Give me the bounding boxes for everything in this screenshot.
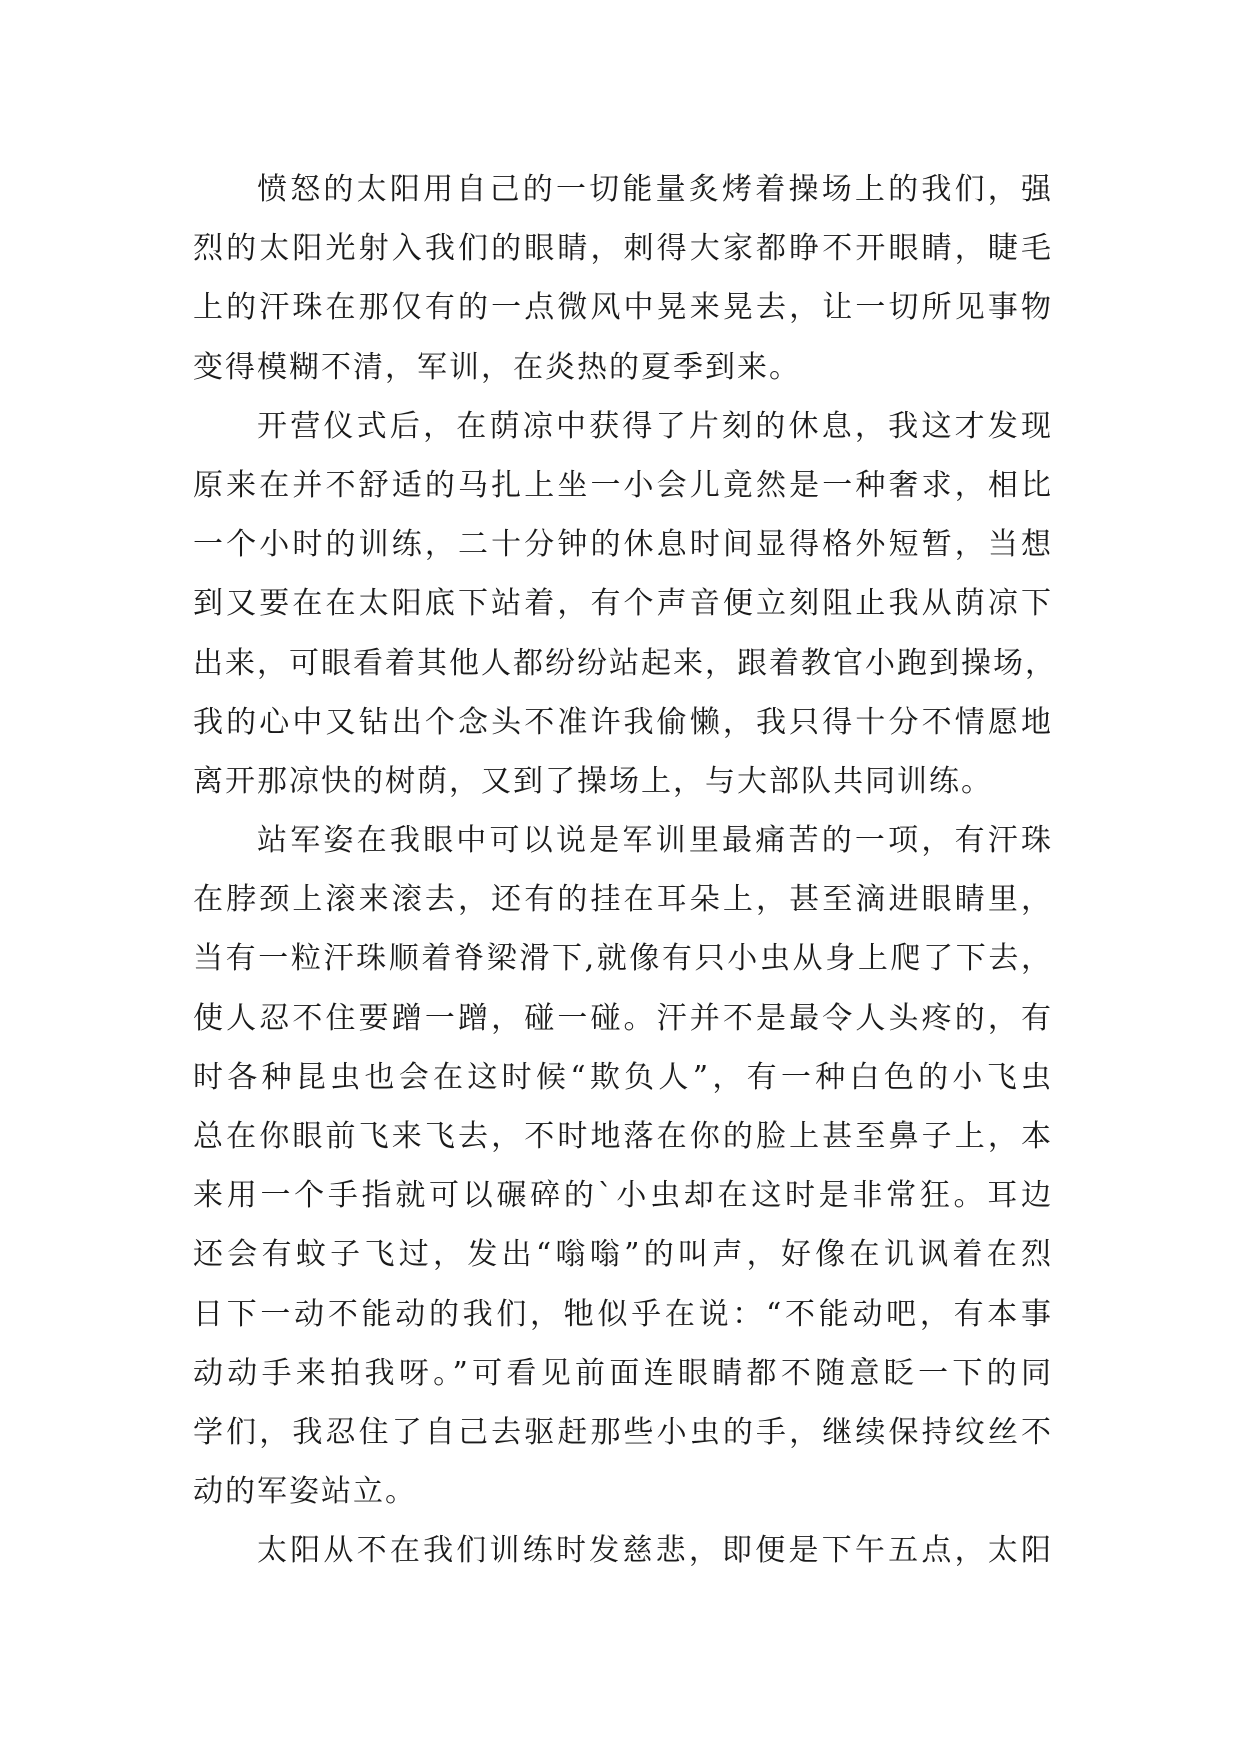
paragraph-2-line-7: 离开那凉快的树荫，又到了操场上，与大部队共同训练。: [193, 763, 993, 799]
paragraph-1-line-4: 变得模糊不清，军训，在炎热的夏季到来。: [193, 349, 801, 385]
essay-body: [193, 160, 1057, 1581]
paragraph-2-line-6: 我的心中又钻出个念头不准许我偷懒，我只得十分不情愿地: [193, 704, 1053, 740]
paragraph-2-line-2: 原来在并不舒适的马扎上坐一小会儿竟然是一种奢求，相比: [193, 467, 1053, 503]
paragraph-1-line-1: 愤怒的太阳用自己的一切能量炙烤着操场上的我们，强: [257, 172, 1053, 207]
paragraph-4-line-1: 太阳从不在我们训练时发慈悲，即便是下午五点，太阳: [257, 1533, 1053, 1569]
paragraph-1-line-2: 烈的太阳光射入我们的眼睛，刺得大家都睁不开眼睛，睫毛: [193, 231, 1053, 267]
paragraph-1-line-3: 上的汗珠在那仅有的一点微风中晃来晃去，让一切所见事物: [193, 290, 1053, 326]
paragraph-3-line-8: 还会有蚊子飞过，发出“嗡嗡”的叫声，好像在讥讽着在烈: [193, 1237, 1053, 1273]
paragraph-3-line-3: 当有一粒汗珠顺着脊梁滑下,就像有只小虫从身上爬了下去，: [193, 941, 1053, 977]
paragraph-3-line-1: 站军姿在我眼中可以说是军训里最痛苦的一项，有汗珠: [257, 823, 1053, 859]
paragraph-3-line-5: 时各种昆虫也会在这时候“欺负人”，有一种白色的小飞虫: [193, 1059, 1053, 1095]
paragraph-2-line-1: 开营仪式后，在荫凉中获得了片刻的休息，我这才发现: [257, 408, 1053, 444]
paragraph-3-line-12: 动的军姿站立。: [193, 1474, 417, 1510]
paragraph-3-line-7: 来用一个手指就可以碾碎的`小虫却在这时是非常狂。耳边: [193, 1178, 1053, 1214]
paragraph-2-line-5: 出来，可眼看着其他人都纷纷站起来，跟着教官小跑到操场，: [193, 645, 1057, 681]
paragraph-3-line-4: 使人忍不住要蹭一蹭，碰一碰。汗并不是最令人头疼的，有: [193, 1000, 1053, 1036]
paragraph-3-line-10: 动动手来拍我呀。”可看见前面连眼睛都不随意眨一下的同: [193, 1355, 1053, 1391]
paragraph-2-line-4: 到又要在在太阳底下站着，有个声音便立刻阻止我从荫凉下: [193, 586, 1053, 622]
paragraph-3-line-6: 总在你眼前飞来飞去，不时地落在你的脸上甚至鼻子上，本: [193, 1119, 1053, 1154]
paragraph-2-line-3: 一个小时的训练，二十分钟的休息时间显得格外短暂，当想: [193, 527, 1053, 563]
paragraph-3-line-2: 在脖颈上滚来滚去，还有的挂在耳朵上，甚至滴进眼睛里，: [193, 882, 1053, 918]
paragraph-3-line-11: 学们，我忍住了自己去驱赶那些小虫的手，继续保持纹丝不: [193, 1414, 1053, 1450]
paragraph-3-line-9: 日下一动不能动的我们，牠似乎在说：“不能动吧，有本事: [193, 1296, 1053, 1332]
